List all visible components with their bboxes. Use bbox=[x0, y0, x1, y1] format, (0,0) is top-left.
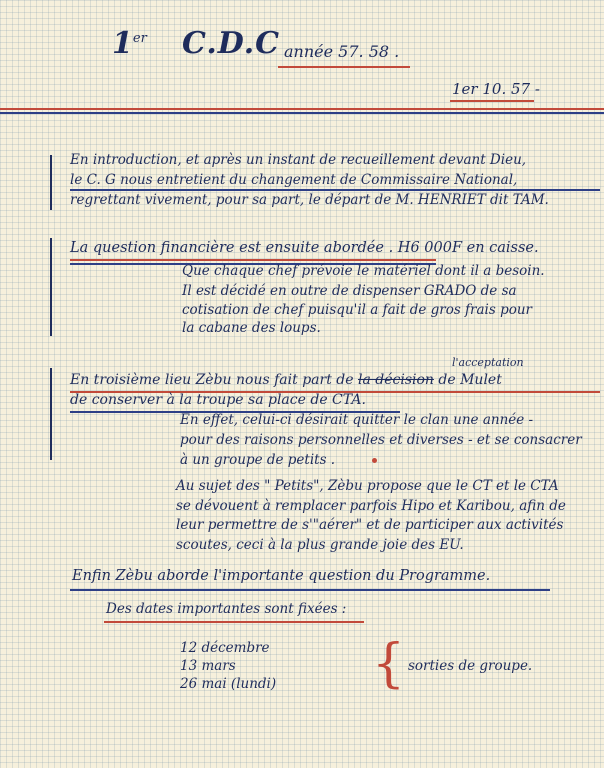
petits-line-2: se dévouent à remplacer parfois Hipo et Karibou, afin de bbox=[176, 498, 566, 514]
sorties-label: sorties de groupe. bbox=[408, 658, 533, 674]
finance-line-5: la cabane des loups. bbox=[182, 320, 321, 336]
margin-bar-third bbox=[50, 368, 52, 460]
intro-line-2: le C. G nous entretient du changement de Commissaire National, bbox=[70, 172, 518, 188]
finance-line-3: Il est décidé en outre de dispenser GRADO de sa bbox=[182, 283, 517, 299]
title-superscript: er bbox=[132, 31, 147, 46]
insertion-note: l'acceptation bbox=[452, 356, 524, 369]
margin-bar-intro bbox=[50, 155, 52, 210]
margin-bar-finance bbox=[50, 238, 52, 336]
red-dot bbox=[372, 458, 377, 463]
page-title: C.D.C bbox=[182, 26, 281, 61]
third-line-1: En troisième lieu Zèbu nous fait part de la décision de Mulet bbox=[70, 372, 502, 388]
finance-line-1: La question financière est ensuite abordée . H6 000F en caisse. bbox=[70, 240, 539, 256]
intro-underline-blue bbox=[70, 189, 600, 191]
header-rule-red bbox=[0, 108, 604, 110]
petits-line-4: scoutes, ceci à la plus grande joie des EU. bbox=[176, 537, 464, 553]
brace-icon: { bbox=[372, 634, 406, 694]
date-item-3: 26 mai (lundi) bbox=[180, 676, 277, 692]
third-line-4: pour des raisons personnelles et diverses - et se consacrer bbox=[180, 432, 582, 448]
date-underline bbox=[450, 100, 534, 102]
dates-underline-red bbox=[104, 621, 364, 623]
third-line-3: En effet, celui-ci désirait quitter le clan une année - bbox=[180, 412, 534, 428]
year-underline bbox=[278, 66, 410, 68]
intro-line-1: En introduction, et après un instant de recueillement devant Dieu, bbox=[70, 152, 527, 168]
date-item-1: 12 décembre bbox=[180, 640, 270, 656]
header-rule-blue bbox=[0, 112, 604, 114]
finance-underline-red bbox=[70, 259, 436, 261]
third-line-2: de conserver à la troupe sa place de CTA. bbox=[70, 392, 366, 408]
meeting-date: 1er 10. 57 - bbox=[452, 80, 540, 98]
petits-line-1: Au sujet des " Petits", Zèbu propose que le CT et le CTA bbox=[176, 478, 559, 494]
third-line-5: à un groupe de petits . bbox=[180, 452, 336, 468]
finance-line-2: Que chaque chef prévoie le matériel dont il a besoin. bbox=[182, 263, 545, 279]
programme-underline-blue bbox=[70, 589, 550, 591]
intro-line-3: regrettant vivement, pour sa part, le départ de M. HENRIET dit TAM. bbox=[70, 192, 549, 208]
struck-word: la décision bbox=[357, 372, 434, 388]
petits-line-3: leur permettre de s'"aérer" et de participer aux activités bbox=[176, 517, 564, 533]
finance-line-4: cotisation de chef puisqu'il a fait de gros frais pour bbox=[182, 302, 533, 318]
programme-line: Enfin Zèbu aborde l'importante question du Programme. bbox=[72, 568, 491, 584]
date-item-2: 13 mars bbox=[180, 658, 236, 674]
dates-heading: Des dates importantes sont fixées : bbox=[106, 601, 347, 617]
title-number: 1er bbox=[112, 26, 147, 61]
year-label: année 57. 58 . bbox=[284, 42, 400, 61]
